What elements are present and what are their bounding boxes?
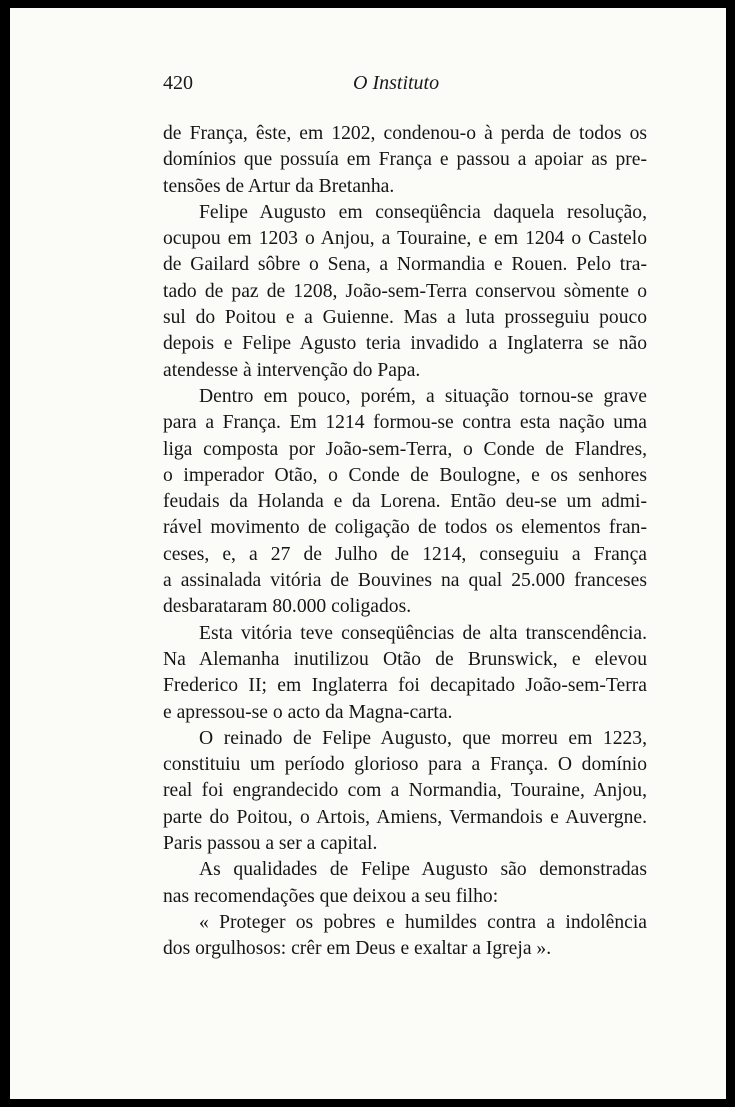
text-line: liga composta por João-sem-Terra, o Conde de Flandres, [163,438,647,460]
text-line: feudais da Holanda e da Lorena. Então deu-se um admi- [163,491,647,513]
paragraph [163,121,647,200]
text-line: Na Alemanha inutilizou Otão de Brunswick, e elevou [163,648,647,670]
text-line: ocupou em 1203 o Anjou, a Touraine, e em 1204 o Castelo [163,228,647,250]
paragraph [163,384,647,621]
book-page [10,8,726,1099]
text-line: Esta vitória teve conseqüências de alta transcendência. [199,622,647,644]
paragraph [163,726,647,857]
paragraph [163,910,647,963]
text-line: desbarataram 80.000 coligados. [163,596,412,618]
text-line: tado de paz de 1208, João-sem-Terra conservou sòmente o [163,280,647,302]
text-line: de França, êste, em 1202, condenou-o à perda de todos os [163,123,647,144]
text-line: Felipe Augusto em conseqüência daquela resolução, [199,201,647,223]
page-number: 420 [163,72,193,94]
text-line: de Gailard sôbre o Sena, a Normandia e Rouen. Pelo tra- [163,254,647,276]
text-line: Paris passou a ser a capital. [163,833,378,855]
text-line: nas recomendações que deixou a seu filho: [163,885,499,907]
text-line: dos orgulhosos: crêr em Deus e exaltar a Igreja ». [163,938,552,960]
paragraph [163,621,647,726]
text-line: e apressou-se o acto da Magna-carta. [163,701,453,723]
body-text [163,121,647,963]
text-line: rável movimento de coligação de todos os elementos fran- [163,517,647,539]
text-line: As qualidades de Felipe Augusto são demonstradas [199,859,647,881]
paragraph [163,857,647,910]
text-line: o imperador Otão, o Conde de Boulogne, e os senhores [163,464,647,486]
paragraph [163,200,647,384]
text-line: Frederico II; em Inglaterra foi decapitado João-sem-Terra [163,675,647,697]
text-line: « Proteger os pobres e humildes contra a indolência [199,911,647,933]
text-line: tensões de Artur da Bretanha. [163,175,395,197]
text-line: para a França. Em 1214 formou-se contra esta nação uma [163,412,647,434]
text-line: O reinado de Felipe Augusto, que morreu em 1223, [199,727,647,749]
text-line: ceses, e, a 27 de Julho de 1214, conseguiu a França [163,543,647,565]
text-line: a assinalada vitória de Bouvines na qual 25.000 franceses [163,570,647,592]
text-line: domínios que possuía em França e passou a apoiar as pre- [163,149,647,171]
text-line: parte do Poitou, o Artois, Amiens, Vermandois e Auvergne. [163,806,647,828]
text-line: sul do Poitou e a Guienne. Mas a luta prosseguiu pouco [163,307,647,329]
text-line: real foi engrandecido com a Normandia, Touraine, Anjou, [163,780,647,802]
text-line: constituiu um período glorioso para a França. O domínio [163,754,647,776]
running-title: O Instituto [353,72,440,94]
text-line: Dentro em pouco, porém, a situação tornou-se grave [199,385,647,407]
text-line: atendesse à intervenção do Papa. [163,359,421,381]
page-header [163,72,647,102]
text-line: depois e Felipe Agusto teria invadido a Inglaterra se não [163,333,647,355]
